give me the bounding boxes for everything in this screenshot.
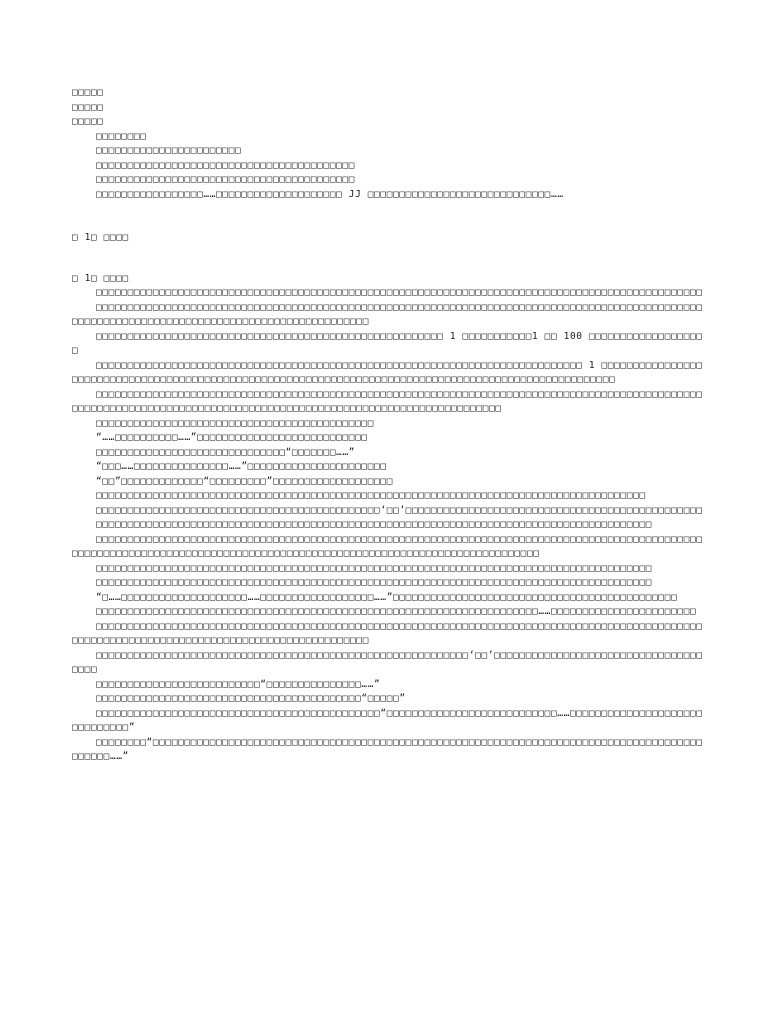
paragraph: □□□□□□□□□□□□□□□□□□□□□□□□□□□□□□□□□□□□□□□□□□“□□□□□” [96, 693, 406, 704]
document-page [72, 86, 708, 765]
paragraph: □□□□□□□□□□□□□□□□□□□□□□□□□□□□□□□□□□□□□□□□□□□□□□□□□□□□□□□□□□□□□□□□□□□□□□□□□□□□□□□□□□□□□□□ [96, 490, 646, 501]
paragraph: □□□□□□□□□□□□□□□□□□□□□□□□□□□□□□□□□□□□□□□□□□□□□□□□□□□□□□□ 1 □□□□□□□□□□□1 □□ 100 □□□□□□□□□□□□□□□□□□□ [72, 330, 703, 356]
paragraph: □□□□□□□□□□□□□□□□□□□□□□□□□□□□□□□□□□□□□□□□□□□□□□□□□□□□□□□□□□□□□□□□□□□□□□□□□□□□□ 1 □□□□□□□□□□□□□□□□□□□□□□□□□□□□□□□□□□□□□□□□□□□□□□□□□□□□□□□□□□□□□□□□□□□□□□□□□□□□□□□□□□□□□□□□□□□□□□□□□□□□□□ [72, 359, 703, 385]
paragraph: □□□□□□□□□□□□□□□□□□□□□□□□□□□□□□□□□□□□□□□□□□□□ [96, 417, 375, 429]
dialogue-line: “□□”□□□□□□□□□□□□□“□□□□□□□□□”□□□□□□□□□□□□□□□□□□□ [96, 475, 394, 487]
header-indented-line: □□□□□□□□□□□□□□□□□……□□□□□□□□□□□□□□□□□□□□ JJ □□□□□□□□□□□□□□□□□□□□□□□□□□□□□…… [96, 188, 564, 200]
paragraph: □□□□□□□□□□□□□□□□□□□□□□□□□□□□□□□□□□□□□□□□□□□□□□□□□□□□□□□□□□□□□□□□□□□□□□……□□□□□□□□□□□□□□□□□□□□□□□ [96, 606, 697, 617]
paragraph: □□□□□□□□□□□□□□□□□□□□□□□□□□□□□□□□□□□□□□□□□□□□□□□□□□□□□□□□□□□□□□□□□□□□□□□□□□□□□□□□□□□□□□□□□□□□□□□□□□□□□□□□□□□□□□□□□□□□□□□□□□□□□□□□□□□□□□□□□□□□□□□□□□□□□□□□□□□□□□□□□□□□□□□□□□ [72, 533, 703, 559]
chapter-heading: □ 1□ □□□□ [72, 272, 129, 284]
paragraph: □□□□□□□□□□□□□□□□□□□□□□□□□□□□□□□□□□□□□□□□□□□□□□□□□□□□□□□□□□□□□□□□□□□□□□□□□□□□□□□□□□□□□□□□□□□□□□□□□□□□□□□□□□□□□□□□□□□□□□□□□□□□□□□□□□□□□□□□□□□□□□□ [72, 620, 703, 646]
header-indented-line: □□□□□□□□□□□□□□□□□□□□□□□□□□□□□□□□□□□□□□□□□ [96, 159, 356, 171]
paragraph: □□□□□□□□□□□□□□□□□□□□□□□□□□□□□□□□□□□□□□□□□□□□□□□□□□□□□□□□□□□□□□□□□□□□□□□□□□□□□□□□□□□□□□□□□□□□□□□□□□□□□□□□□□□□□□□□□□□□□□□□□□□□□□□□□□□□□□□□□□□□□□□ [72, 301, 703, 327]
dialogue-line: “□……□□□□□□□□□□□□□□□□□□□□……□□□□□□□□□□□□□□□□□□……”□□□□□□□□□□□□□□□□□□□□□□□□□□□□□□□□□□□□□□□□□□□□□ [96, 591, 678, 603]
toc-heading: □ 1□ □□□□ [72, 232, 129, 243]
paragraph: □□□□□□□□□□□□□□□□□□□□□□□□□□□□□□□□□□□□□□□□□□□□□‘□□’□□□□□□□□□□□□□□□□□□□□□□□□□□□□□□□□□□□□□□□□□□□□□□□ [96, 504, 703, 516]
paragraph: □□□□□□□□□□□□□□□□□□□□□□□□□□□□□□□□□□□□□□□□□□□□□□□□□□□□□□□□□□□□□□□□□□□□□□□□□□□□□□□□□□□□□□□□ [96, 519, 653, 530]
header-indented-line: □□□□□□□□□□□□□□□□□□□□□□□ [96, 145, 242, 156]
paragraph: □□□□□□□□□□□□□□□□□□□□□□□□□□□□□□□□□□□□□□□□□□□□□□□□□□□□□□□□□□□□□□□□□□□□□□□□□□□□□□□□□□□□□□□□ [96, 562, 653, 574]
paragraph: □□□□□□□□“□□□□□□□□□□□□□□□□□□□□□□□□□□□□□□□□□□□□□□□□□□□□□□□□□□□□□□□□□□□□□□□□□□□□□□□□□□□□□□□□□□□□□□□□□□□□□……” [72, 736, 703, 762]
paragraph: □□□□□□□□□□□□□□□□□□□□□□□□□□□□□□□□□□□□□□□□□□□□□□□□□□□□□□□□□□□□□□□□□□□□□□□□□□□□□□□□□□□□□□□□ [96, 577, 653, 588]
header-indented-line: □□□□□□□□ [96, 130, 147, 142]
paragraph: □□□□□□□□□□□□□□□□□□□□□□□□□□□□□□□□□□□□□□□□□□□□□“□□□□□□□□□□□□□□□□□□□□□□□□□□□……□□□□□□□□□□□□□□□□□□□□□□□□□□□□□□” [72, 707, 703, 733]
dialogue-line: “……□□□□□□□□□□……”□□□□□□□□□□□□□□□□□□□□□□□□□□□ [96, 432, 368, 443]
paragraph: □□□□□□□□□□□□□□□□□□□□□□□□□□□□□□□□□□□□□□□□□□□□□□□□□□□□□□□□□□□‘□□’□□□□□□□□□□□□□□□□□□□□□□□□□□□□□□□□□□□□□ [72, 649, 703, 675]
paragraph: □□□□□□□□□□□□□□□□□□□□□□□□□□□□□□“□□□□□□□……” [96, 446, 356, 458]
header-block [72, 86, 708, 202]
header-line: □□□□□ [72, 87, 104, 98]
dialogue-line: “□□□……□□□□□□□□□□□□□□□……”□□□□□□□□□□□□□□□□□□□□□□ [96, 461, 387, 472]
paragraph: □□□□□□□□□□□□□□□□□□□□□□□□□□□□□□□□□□□□□□□□□□□□□□□□□□□□□□□□□□□□□□□□□□□□□□□□□□□□□□□□□□□□□□□□□□□□□□□□□□□□□□□□□□□□□□□□□□□□□□□□□□□□□□□□□□□□□□□□□□□□□□□□□□□□□□□□□□□□□□□□□□□□ [72, 388, 703, 414]
paragraph: □□□□□□□□□□□□□□□□□□□□□□□□□□□□□□□□□□□□□□□□□□□□□□□□□□□□□□□□□□□□□□□□□□□□□□□□□□□□□□□□□□□□□□□□□□□□□□□□ [96, 287, 703, 298]
header-indented-line: □□□□□□□□□□□□□□□□□□□□□□□□□□□□□□□□□□□□□□□□□ [96, 174, 356, 185]
chapter-body [72, 286, 708, 765]
header-line: □□□□□ [72, 101, 104, 113]
paragraph: □□□□□□□□□□□□□□□□□□□□□□□□□□“□□□□□□□□□□□□□□□……” [96, 678, 381, 690]
header-line: □□□□□ [72, 116, 104, 127]
